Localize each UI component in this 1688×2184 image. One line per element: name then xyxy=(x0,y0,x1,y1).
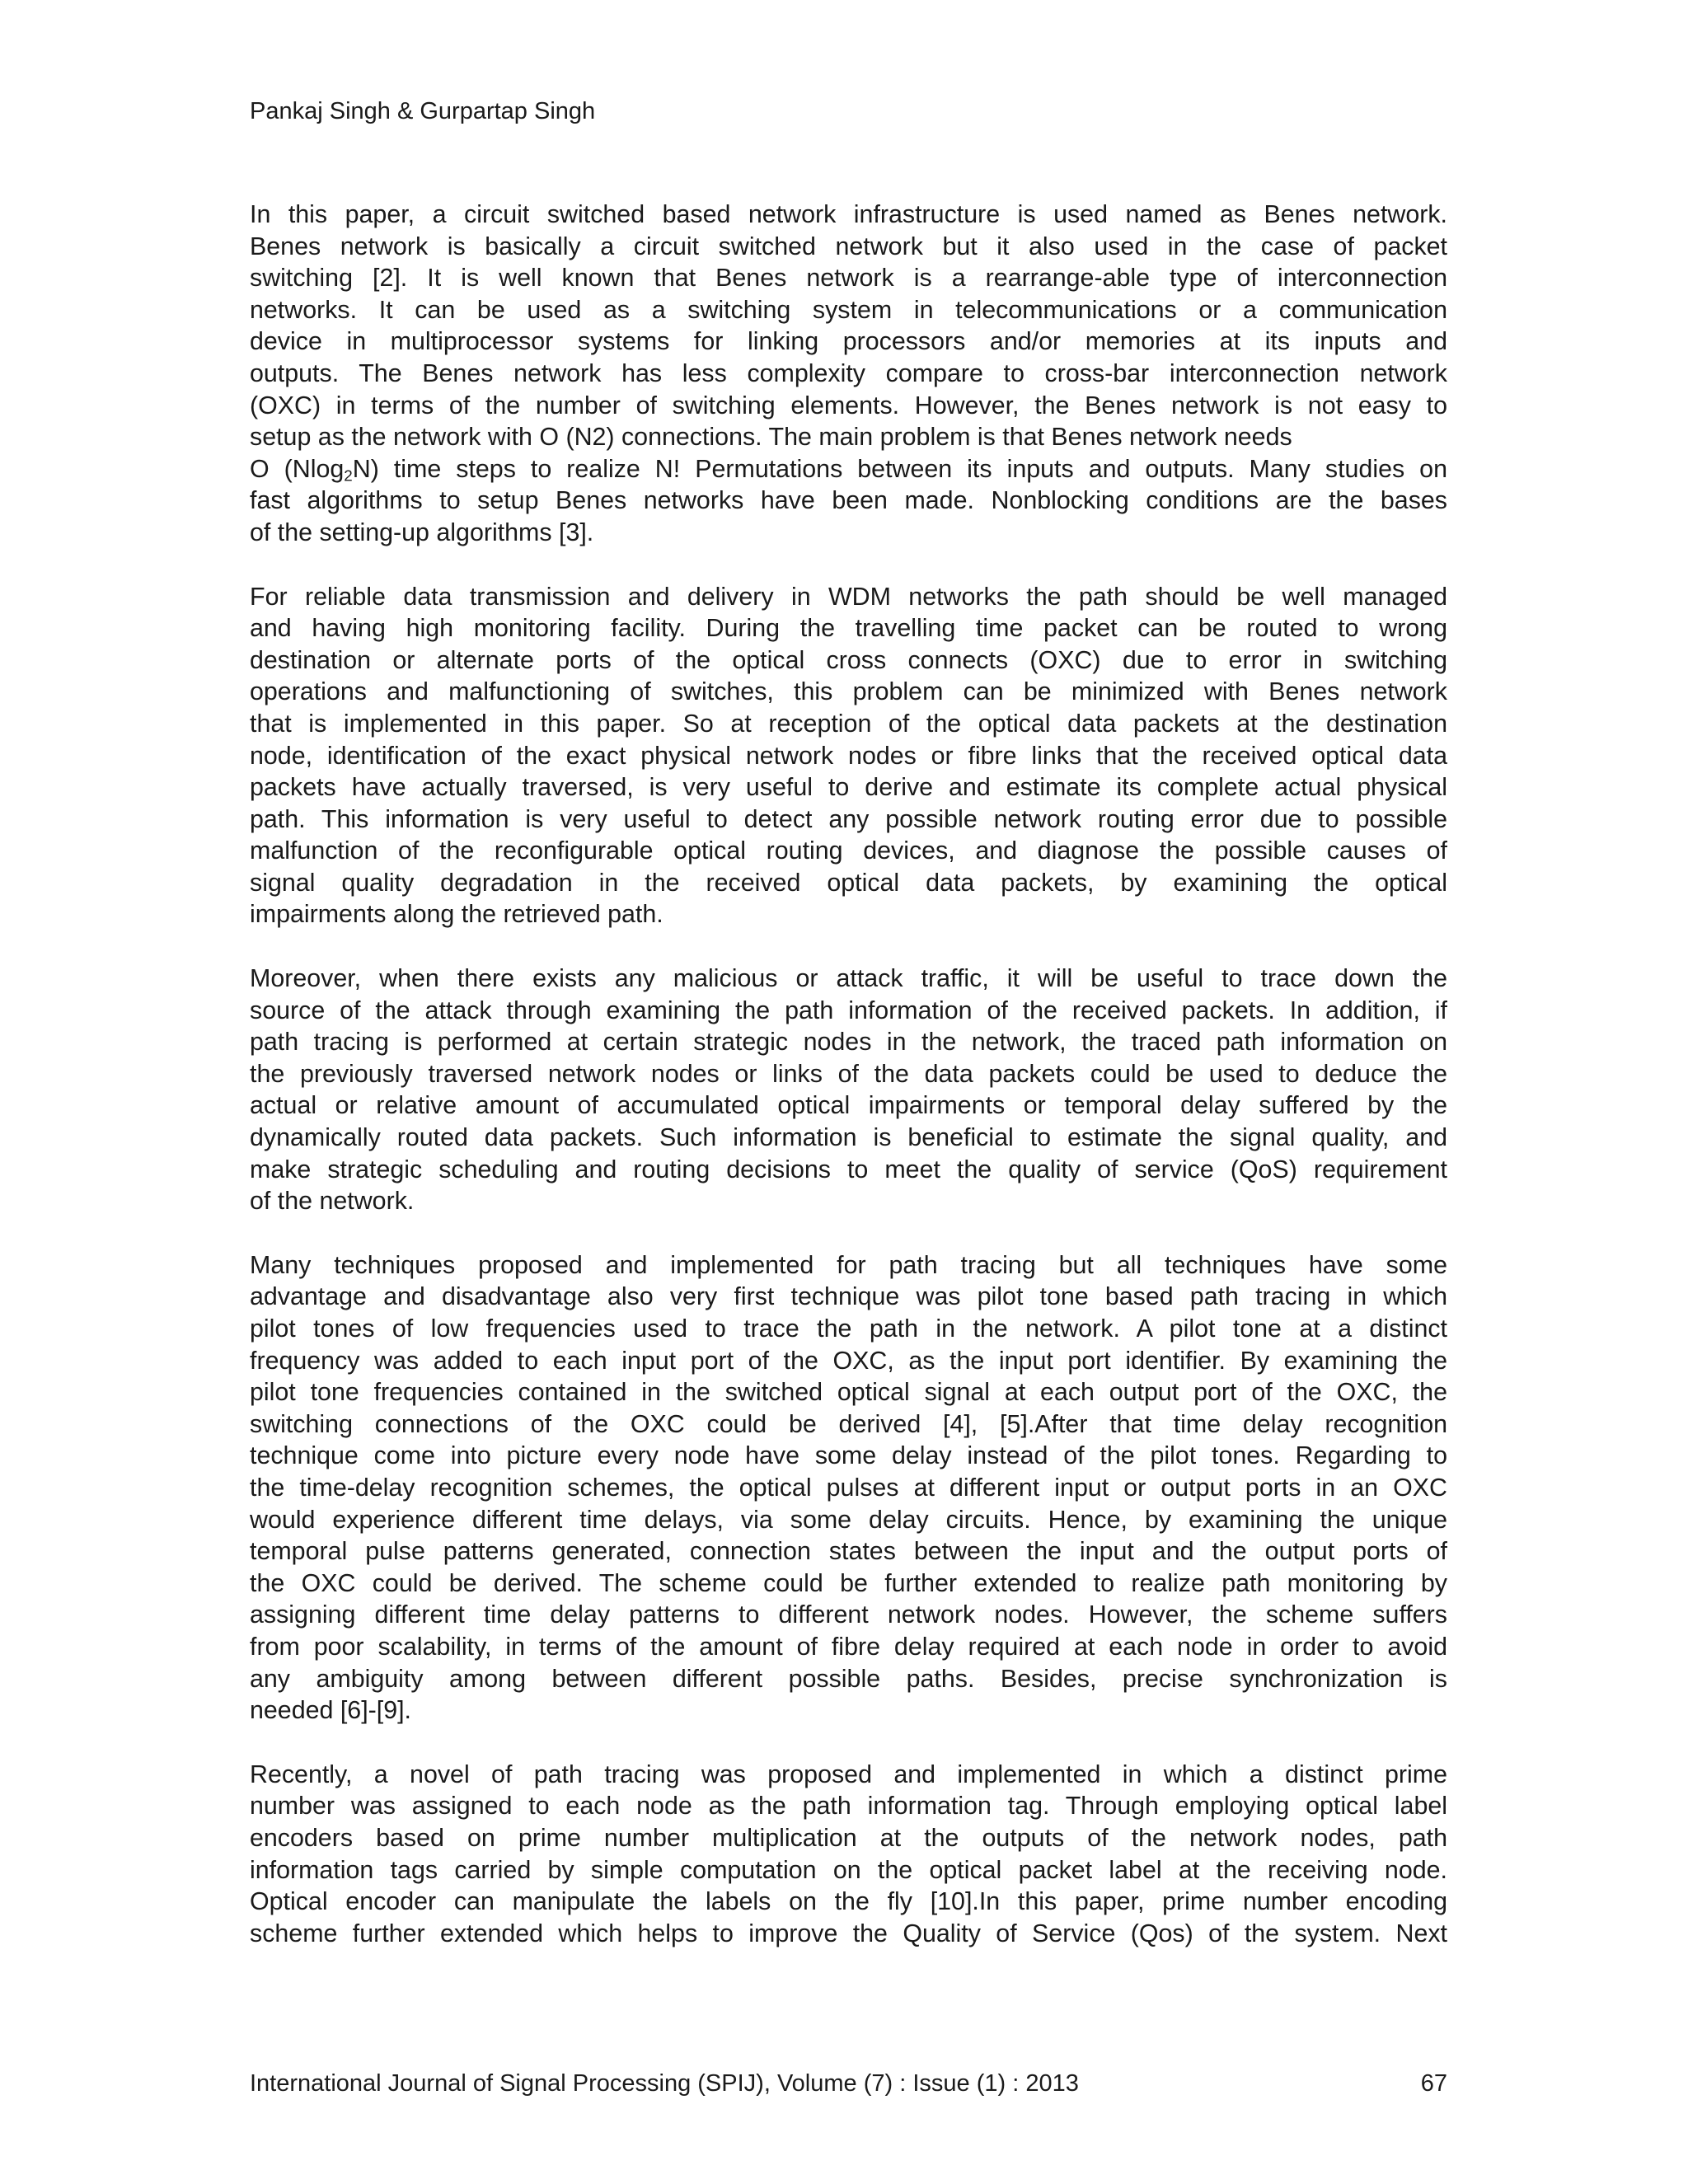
text-fragment: N) time steps to realize N! Permutations between its inputs and outputs. Many studies on xyxy=(352,454,1447,483)
text-line: path. This information is very useful to detect any possible network routing error due to possible xyxy=(250,804,1447,833)
text-line: of the setting-up algorithms [3]. xyxy=(250,518,594,546)
text-line: technique come into picture every node have some delay instead of the pilot tones. Regarding to xyxy=(250,1441,1447,1470)
text-line: Many techniques proposed and implemented for path tracing but all techniques have some xyxy=(250,1250,1447,1279)
text-line: of the network. xyxy=(250,1187,415,1216)
article-body xyxy=(250,199,1447,1981)
text-line: networks. It can be used as a switching system in telecommunications or a communication xyxy=(250,295,1447,324)
text-line: operations and malfunctioning of switches, this problem can be minimized with Benes network xyxy=(250,677,1447,706)
text-line: dynamically routed data packets. Such information is beneficial to estimate the signal quality, and xyxy=(250,1123,1447,1152)
text-line: that is implemented in this paper. So at reception of the optical data packets at the destination xyxy=(250,709,1447,738)
text-line: any ambiguity among between different possible paths. Besides, precise synchronization is xyxy=(250,1664,1447,1693)
text-line: from poor scalability, in terms of the amount of fibre delay required at each node in order to avoid xyxy=(250,1632,1447,1661)
text-line: setup as the network with O (N2) connections. The main problem is that Benes network needs xyxy=(250,423,1292,452)
text-line: information tags carried by simple computation on the optical packet label at the receiving node. xyxy=(250,1855,1447,1884)
text-line: fast algorithms to setup Benes networks have been made. Nonblocking conditions are the bases xyxy=(250,486,1447,515)
text-line: pilot tones of low frequencies used to trace the path in the network. A pilot tone at a distinct xyxy=(250,1315,1447,1343)
text-line: packets have actually traversed, is very useful to derive and estimate its complete actual physical xyxy=(250,773,1447,802)
text-line: would experience different time delays, via some delay circuits. Hence, by examining the unique xyxy=(250,1505,1447,1534)
text-line: switching connections of the OXC could be derived [4], [5].After that time delay recognition xyxy=(250,1409,1447,1438)
text-line: the previously traversed network nodes or links of the data packets could be used to deduce the xyxy=(250,1059,1447,1088)
text-fragment: O (Nlog xyxy=(250,454,345,483)
text-line: Benes network is basically a circuit switched network but it also used in the case of packet xyxy=(250,232,1447,260)
text-line: For reliable data transmission and delivery in WDM networks the path should be well managed xyxy=(250,582,1447,611)
text-line: assigning different time delay patterns to different network nodes. However, the scheme suffers xyxy=(250,1601,1447,1629)
paragraph-4 xyxy=(250,1249,1447,1727)
paragraph-1 xyxy=(250,199,1447,549)
journal-citation: International Journal of Signal Processing (SPIJ), Volume (7) : Issue (1) : 2013 xyxy=(250,2070,1079,2097)
text-line: make strategic scheduling and routing decisions to meet the quality of service (QoS) requirement xyxy=(250,1155,1447,1183)
text-line: impairments along the retrieved path. xyxy=(250,900,663,929)
text-line: actual or relative amount of accumulated optical impairments or temporal delay suffered by the xyxy=(250,1091,1447,1120)
text-line: the time-delay recognition schemes, the optical pulses at different input or output ports in an OXC xyxy=(250,1473,1447,1502)
paragraph-3 xyxy=(250,963,1447,1217)
running-header-authors: Pankaj Singh & Gurpartap Singh xyxy=(250,98,596,124)
text-line: destination or alternate ports of the optical cross connects (OXC) due to error in switching xyxy=(250,645,1447,674)
text-line: node, identification of the exact physical network nodes or fibre links that the received optical data xyxy=(250,741,1447,770)
text-line: outputs. The Benes network has less complexity compare to cross-bar interconnection network xyxy=(250,359,1447,387)
text-line: (OXC) in terms of the number of switching elements. However, the Benes network is not easy to xyxy=(250,391,1447,419)
text-line: and having high monitoring facility. During the travelling time packet can be routed to wrong xyxy=(250,614,1447,643)
text-line: frequency was added to each input port of the OXC, as the input port identifier. By examining the xyxy=(250,1346,1447,1375)
text-line: encoders based on prime number multiplication at the outputs of the network nodes, path xyxy=(250,1823,1447,1852)
text-line: needed [6]-[9]. xyxy=(250,1696,411,1725)
text-line-with-subscript xyxy=(250,453,1447,485)
text-line: In this paper, a circuit switched based network infrastructure is used named as Benes network. xyxy=(250,200,1447,228)
paragraph-2 xyxy=(250,581,1447,931)
page-footer xyxy=(250,2069,1447,2098)
text-line: temporal pulse patterns generated, connection states between the input and the output ports of xyxy=(250,1537,1447,1566)
paragraph-5 xyxy=(250,1759,1447,1950)
text-line: Optical encoder can manipulate the labels on the fly [10].In this paper, prime number encoding xyxy=(250,1887,1447,1916)
text-line: path tracing is performed at certain strategic nodes in the network, the traced path information on xyxy=(250,1028,1447,1057)
text-line: switching [2]. It is well known that Benes network is a rearrange-able type of interconnection xyxy=(250,264,1447,293)
text-line: pilot tone frequencies contained in the switched optical signal at each output port of the OXC, the xyxy=(250,1378,1447,1407)
subscript: 2 xyxy=(344,466,353,485)
text-line: signal quality degradation in the received optical data packets, by examining the optical xyxy=(250,868,1447,897)
text-line: scheme further extended which helps to improve the Quality of Service (Qos) of the system. Next xyxy=(250,1919,1447,1947)
text-line: source of the attack through examining the path information of the received packets. In addition, if xyxy=(250,996,1447,1024)
text-line: device in multiprocessor systems for linking processors and/or memories at its inputs and xyxy=(250,327,1447,356)
page-number: 67 xyxy=(1420,2070,1447,2097)
text-line: malfunction of the reconfigurable optical routing devices, and diagnose the possible causes of xyxy=(250,837,1447,865)
text-line: the OXC could be derived. The scheme could be further extended to realize path monitoring by xyxy=(250,1568,1447,1597)
text-line: number was assigned to each node as the path information tag. Through employing optical label xyxy=(250,1792,1447,1821)
text-line: advantage and disadvantage also very first technique was pilot tone based path tracing in which xyxy=(250,1282,1447,1311)
text-line: Recently, a novel of path tracing was proposed and implemented in which a distinct prime xyxy=(250,1760,1447,1788)
text-line: Moreover, when there exists any malicious or attack traffic, it will be useful to trace down the xyxy=(250,964,1447,993)
